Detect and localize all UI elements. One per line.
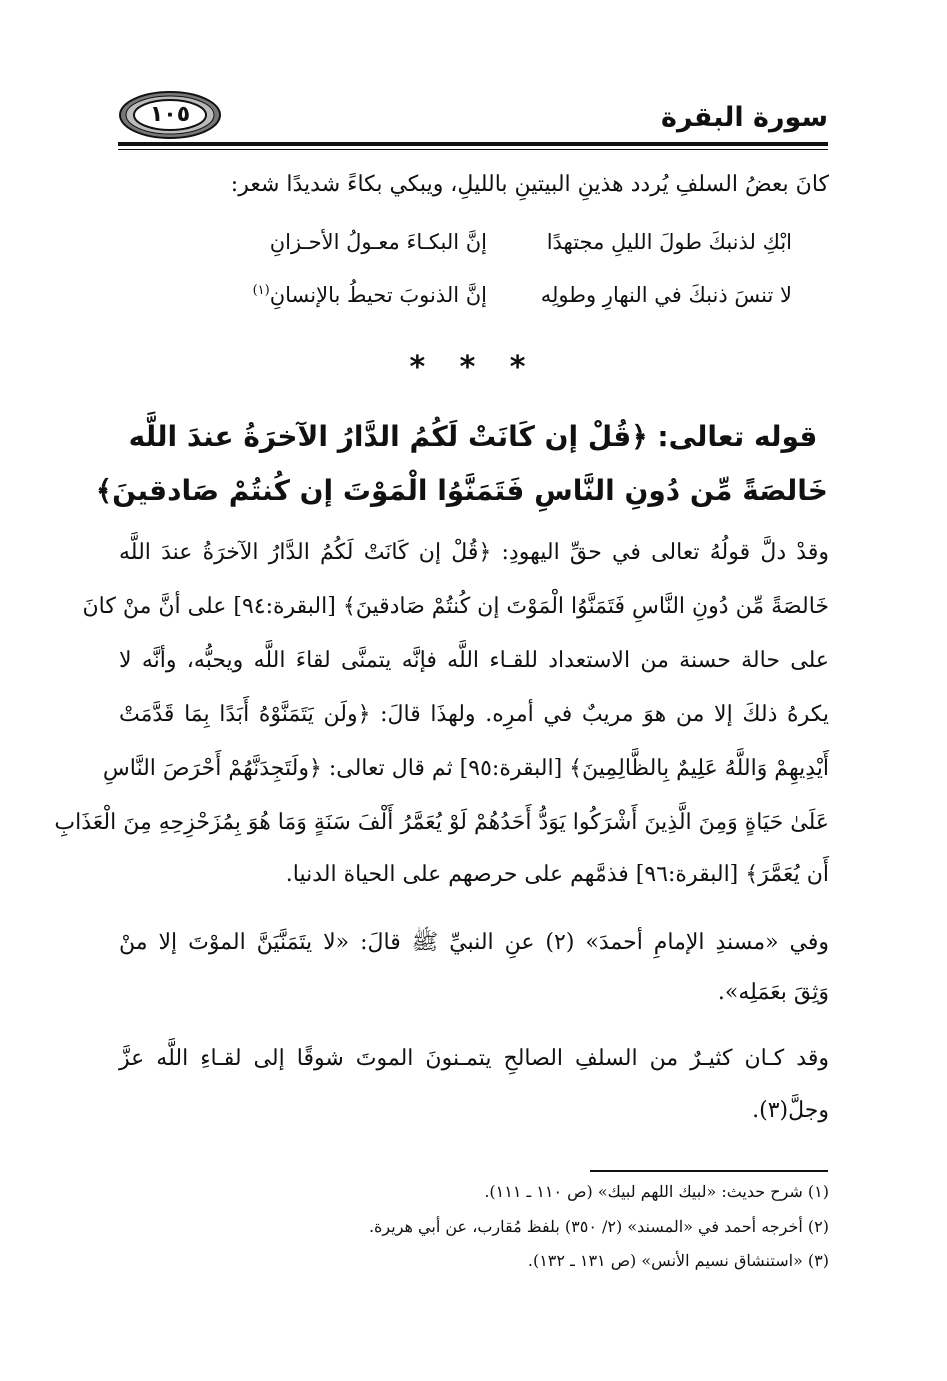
header-rule-thick <box>118 142 828 146</box>
surah-title: سورة البقرة <box>661 102 828 133</box>
footnote-3: (٣) «استنشاق نسيم الأنس» (ص ١٣١ ـ ١٣٢). <box>527 1251 829 1270</box>
section-separator: * * * <box>409 350 538 385</box>
footnote-mark-1: (١) <box>252 283 270 298</box>
footnote-1: (١) شرح حديث: «لبيك اللهم لبيك» (ص ١١٠ ـ ١١١). <box>484 1182 829 1201</box>
poem-verse-1-first: ابْكِ لذنبكَ طولَ الليلِ مجتهدًا <box>546 230 792 254</box>
footnote-2: (٢) أخرجه أحمد في «المسند» (٢/ ٣٥٠) بلفظ مُقارب، عن أبي هريرة. <box>368 1217 829 1236</box>
footnote-rule <box>590 1170 828 1172</box>
paragraph-1-line-4: يكرهُ ذلكَ إلا من هوَ مريبٌ في أمرِه. ولهذَا قالَ: ﴿ولَن يَتَمَنَّوْهُ أَبَدًا بِمَا قَدَّمَتْ <box>119 702 829 727</box>
paragraph-1-line-1: وقدْ دلَّ قولُهُ تعالى في حقِّ اليهودِ: ﴿قُلْ إن كَانَتْ لَكُمُ الدَّارُ الآخرَةُ عندَ اللَّه <box>119 540 829 565</box>
page-header <box>118 78 828 148</box>
paragraph-1-line-6: عَلَىٰ حَيَاةٍ وَمِنَ الَّذِينَ أَشْرَكُوا يَوَدُّ أَحَدُهُمْ لَوْ يُعَمَّرُ أَلْفَ سَنَةٍ وَمَا هُوَ بِمُزَحْزِحِهِ مِنَ الْعَذَابِ <box>54 810 829 835</box>
section-heading-line-2: خَالصَةً مِّن دُونِ النَّاسِ فَتَمَنَّوُا الْمَوْتَ إن كُنتُمْ صَادقينَ﴾ <box>95 474 828 507</box>
paragraph-2-line-2: وَثِقَ بعَمَلِه». <box>717 980 829 1005</box>
paragraph-2-line-1: وفي «مسندِ الإمامِ أحمدَ» (٢) عنِ النبيِّ ﷺ قالَ: «لا يتَمَنَّيَنَّ الموْتَ إلا منْ <box>119 930 829 955</box>
poem-verse-2-first: لا تنسَ ذنبكَ في النهارِ وطولِه <box>540 283 792 307</box>
section-heading-line-1: قوله تعالى: ﴿قُلْ إن كَانَتْ لَكُمُ الدَّارُ الآخرَةُ عندَ اللَّه <box>128 420 818 453</box>
paragraph-1-line-5: أَيْدِيهِمْ وَاللَّهُ عَلِيمٌ بِالظَّالِمِينَ﴾ [البقرة:٩٥] ثم قال تعالى: ﴿ولَتَجِدَنَّهُمْ أَحْرَصَ النَّاسِ <box>102 756 829 781</box>
header-rule-thin <box>118 149 828 150</box>
poem-verse-2-second <box>187 283 487 307</box>
paragraph-3-line-1: وقد كـان كثيـرٌ من السلفِ الصالحِ يتمـنونَ الموتَ شوقًا إلى لقـاءِ اللَّه عزَّ <box>119 1046 829 1071</box>
intro-line: كانَ بعضُ السلفِ يُردد هذينِ البيتينِ بالليلِ، ويبكي بكاءً شديدًا شعر: <box>230 172 829 197</box>
paragraph-1-line-2: خَالصَةً مِّن دُونِ النَّاسِ فَتَمَنَّوُا الْمَوْتَ إن كُنتُمْ صَادقينَ﴾ [البقرة:٩٤] على أنَّ منْ كانَ <box>82 594 829 619</box>
paragraph-1-line-3: على حالة حسنة من الاستعداد للقـاء اللَّه فإنَّه يتمنَّى لقاءَ اللَّه ويحبُّه، وأنَّه لا <box>119 648 829 673</box>
poem-verse-2-second-text: إنَّ الذنوبَ تحيطُ بالإنسانِ <box>269 283 487 307</box>
poem-verse-1-second: إنَّ البكـاءَ معـولُ الأحـزانِ <box>269 230 487 254</box>
page-number: ١٠٥ <box>149 102 191 127</box>
paragraph-3-line-2: وجلَّ(٣). <box>752 1098 829 1123</box>
paragraph-1-line-7: أَن يُعَمَّرَ﴾ [البقرة:٩٦] فذمَّهم على حرصهم على الحياة الدنيا. <box>285 862 829 887</box>
